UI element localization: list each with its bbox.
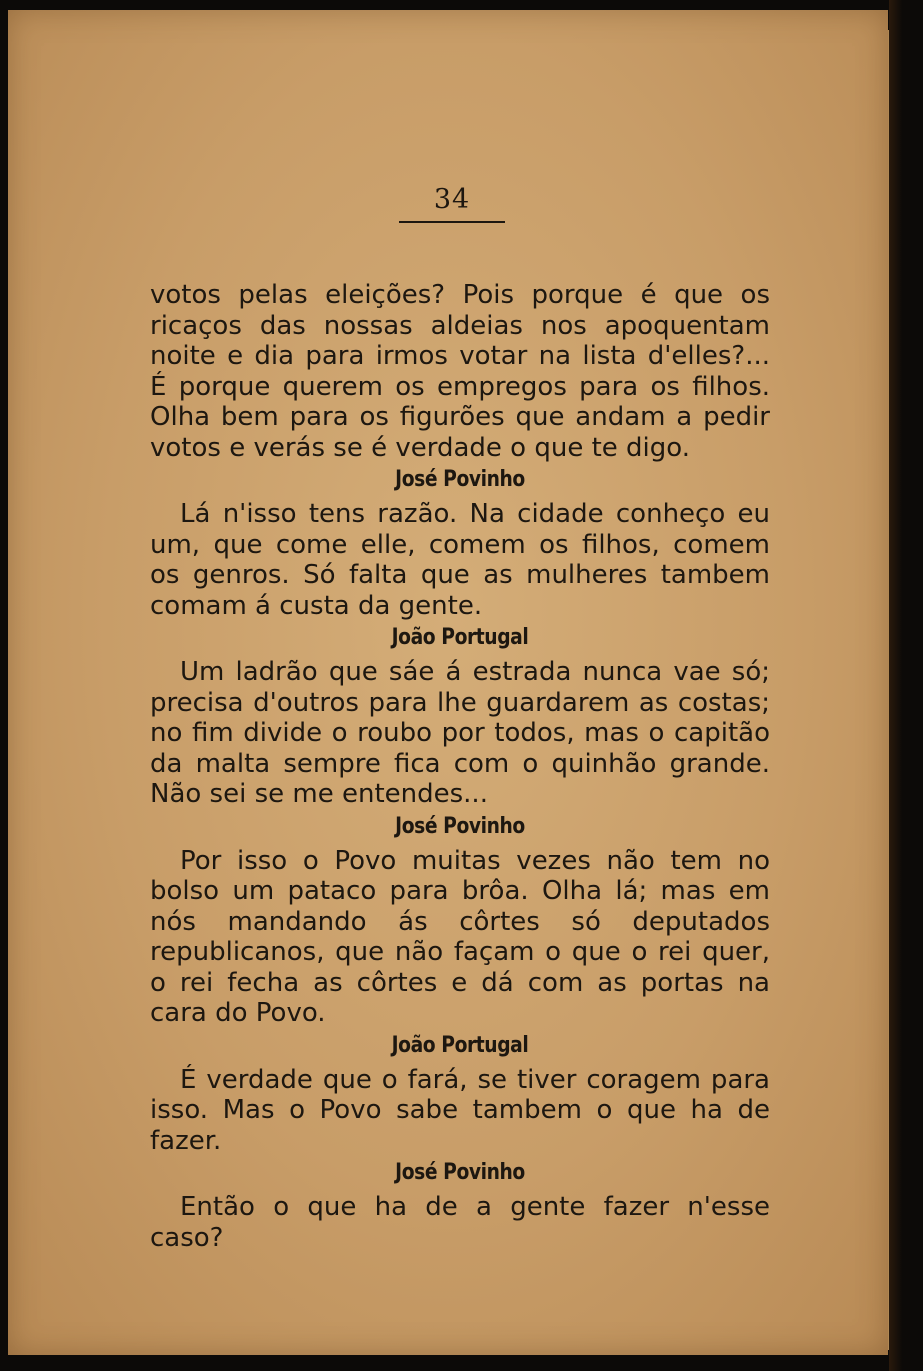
dialogue-text bbox=[150, 280, 770, 1253]
speaker-heading: João Portugal bbox=[391, 1032, 529, 1058]
paragraph-continued: votos pelas eleições? Pois porque é que os ricaços das nossas aldeias nos apoquentam noite e dia para irmos votar na lista d'elles?... É porque querem os empregos para os filhos. Olha bem para os figurões que andam a pedir votos e verás se é verdade o que te digo. bbox=[150, 280, 770, 463]
paragraph: Então o que ha de a gente fazer n'esse caso? bbox=[150, 1192, 770, 1253]
dark-background-edge bbox=[889, 0, 923, 1371]
speaker-heading: João Portugal bbox=[391, 625, 529, 650]
speaker-heading: José Povinho bbox=[395, 1160, 525, 1185]
page-number-rule bbox=[399, 221, 505, 223]
paragraph: Um ladrão que sáe á estrada nunca vae só; precisa d'outros para lhe guardarem as costas; no fim divide o roubo por todos, mas o capitão da malta sempre fica com o quinhão grande. Não sei se me entendes... bbox=[150, 657, 770, 809]
paragraph: Lá n'isso tens razão. Na cidade conheço eu um, que come elle, comem os filhos, comem os genros. Só falta que as mulheres tambem comam á custa da gente. bbox=[150, 499, 770, 621]
paragraph: É verdade que o fará, se tiver coragem para isso. Mas o Povo sabe tambem o que ha de fazer. bbox=[150, 1064, 770, 1156]
speaker-heading: José Povinho bbox=[395, 813, 525, 839]
page-number: 34 bbox=[433, 184, 471, 215]
speaker-heading: José Povinho bbox=[395, 467, 525, 492]
paragraph: Por isso o Povo muitas vezes não tem no bolso um pataco para brôa. Olha lá; mas em nós mandando ás côrtes só deputados republicanos, que não façam o que o rei quer, o rei fecha as côrtes e dá com as portas na cara do Povo. bbox=[150, 845, 770, 1028]
